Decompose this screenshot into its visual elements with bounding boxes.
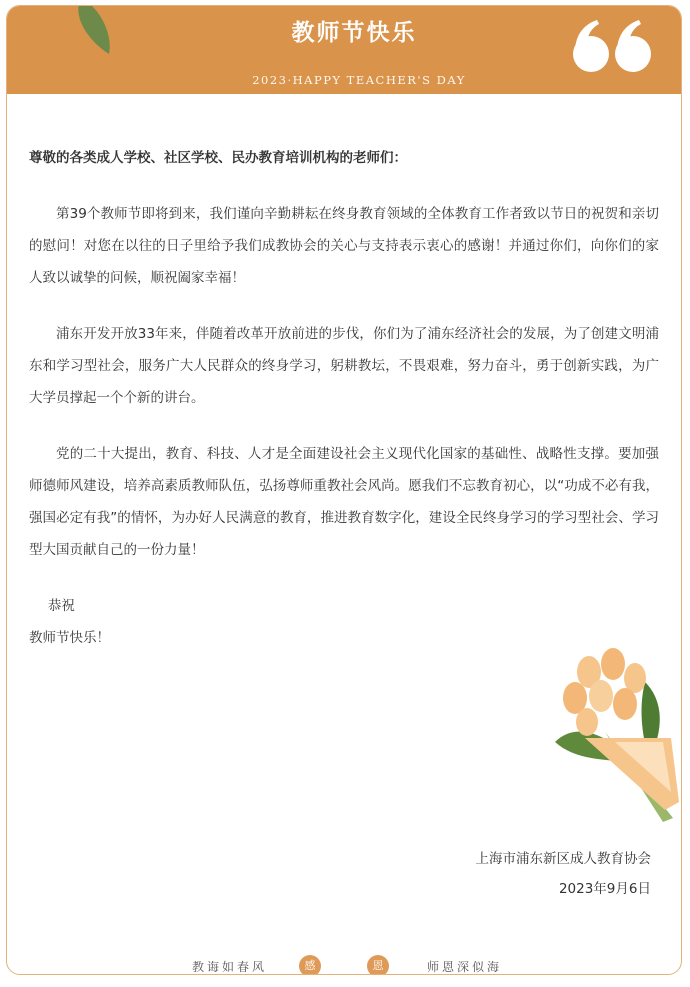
badge-gan: 感 xyxy=(299,955,321,975)
footer-motto xyxy=(7,950,681,975)
header-banner xyxy=(7,6,681,94)
closing-wish: 教师节快乐！ xyxy=(29,630,110,646)
page-subtitle: 2023·HAPPY TEACHER'S DAY xyxy=(252,73,466,87)
letter-paragraph: 第39个教师节即将到来，我们谨向辛勤耕耘在终身教育领域的全体教育工作者致以节日的祝贺和亲切的慰问！对您在以往的日子里给予我们成教协会的关心与支持表示衷心的感谢！并通过你们，向你们的家人致以诚挚的问候，顺祝阖家幸福！ xyxy=(29,206,659,286)
letter-card xyxy=(6,5,682,975)
page-title: 教师节快乐 xyxy=(291,20,417,46)
closing-respect: 恭祝 xyxy=(47,598,75,614)
motto-left: 教诲如春风 xyxy=(192,960,268,974)
tulip-bouquet-icon xyxy=(545,642,679,828)
motto-right: 师恩深似海 xyxy=(427,960,503,974)
letter-body xyxy=(29,142,659,654)
letter-paragraph: 党的二十大提出，教育、科技、人才是全面建设社会主义现代化国家的基础性、战略性支撑。要加强师德师风建设，培养高素质教师队伍，弘扬尊师重教社会风尚。愿我们不忘教育初心，以“功成不必有我，强国必定有我”的情怀，为办好人民满意的教育，推进教育数字化，建设全民终身学习的学习型社会、学习型大国贡献自己的一份力量！ xyxy=(29,446,659,558)
quote-mark-icon xyxy=(571,18,655,74)
letter-date: 2023年9月6日 xyxy=(558,881,651,897)
signature-block xyxy=(476,844,652,904)
letter-paragraph: 浦东开发开放33年来，伴随着改革开放前进的步伐，你们为了浦东经济社会的发展，为了创建文明浦东和学习型社会，服务广大人民群众的终身学习，躬耕教坛，不畏艰难，努力奋斗，勇于创新实践，为广大学员撑起一个个新的讲台。 xyxy=(29,326,659,406)
badge-en: 恩 xyxy=(367,955,389,975)
signer-name: 上海市浦东新区成人教育协会 xyxy=(475,851,651,867)
letter-greeting: 尊敬的各类成人学校、社区学校、民办教育培训机构的老师们： xyxy=(29,150,407,166)
